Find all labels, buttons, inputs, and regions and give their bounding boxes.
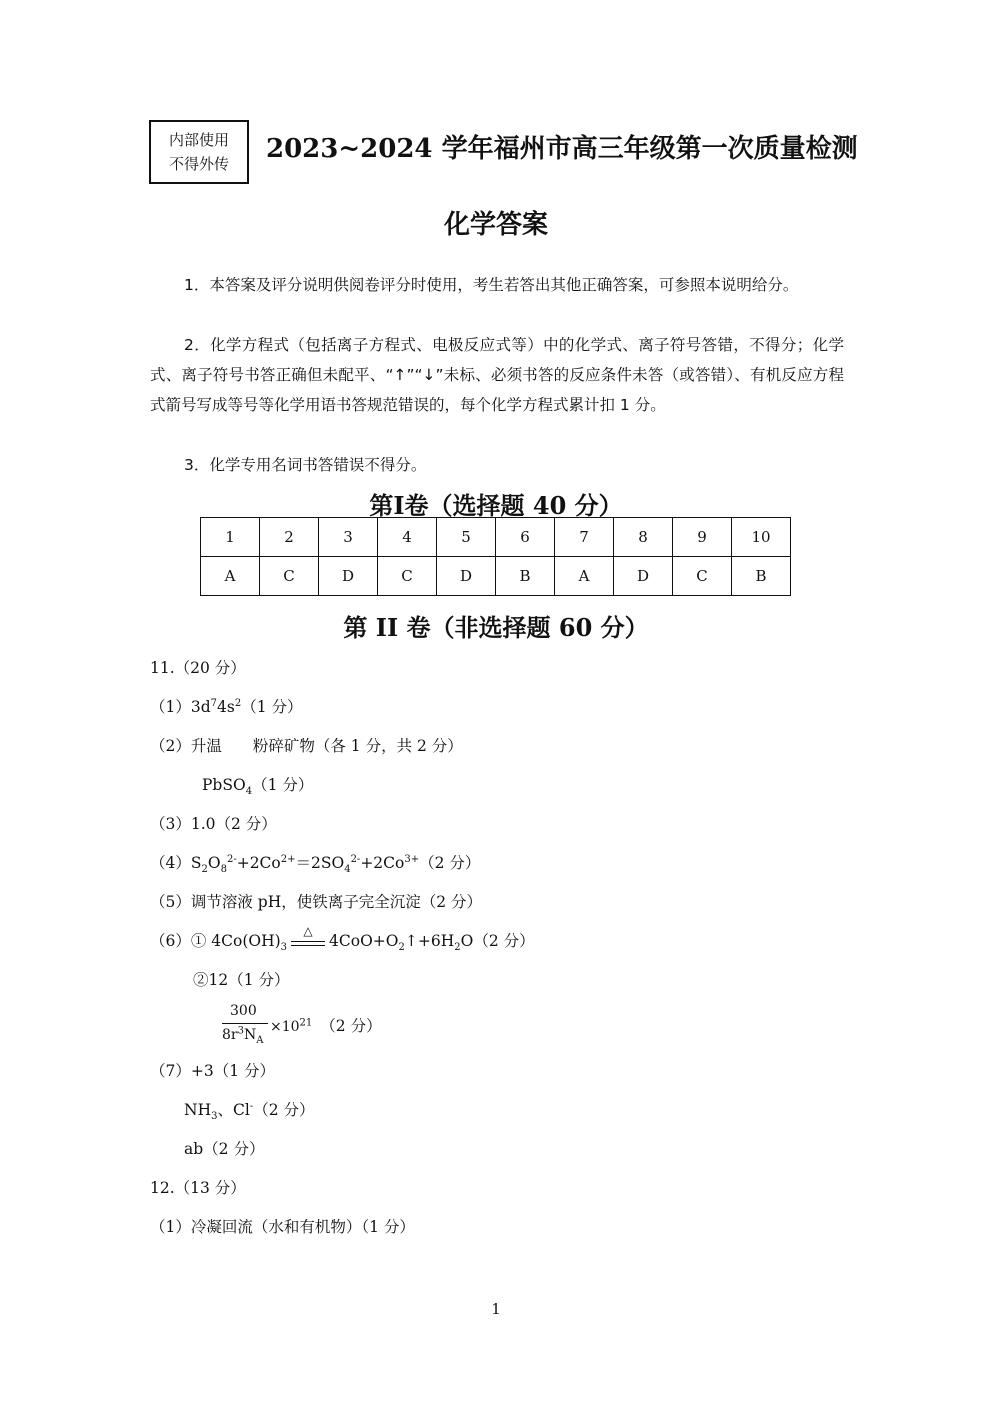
table-cell: 9 [673, 518, 732, 557]
internal-use-stamp [149, 120, 249, 184]
table-cell: 1 [201, 518, 260, 557]
stamp-line-1: 内部使用 [168, 131, 229, 149]
answer-text: ＝2SO [295, 854, 345, 872]
answer-text: （2 分） [320, 1017, 382, 1035]
note-2 [150, 330, 844, 420]
answer-text: O [207, 854, 221, 872]
q11-answer-6 [150, 924, 535, 954]
superscript: 3 [237, 1025, 244, 1037]
choice-answer-table [200, 517, 791, 596]
table-cell: B [732, 557, 791, 596]
answer-text: O（2 分） [460, 932, 535, 950]
superscript: 7 [210, 697, 218, 709]
note-1-text: 1．本答案及评分说明供阅卷评分时使用，考生若答出其他正确答案，可参照本说明给分。 [184, 276, 799, 294]
superscript: 2- [226, 853, 237, 865]
answer-text: （2 分） [419, 854, 481, 872]
q11-answer-7c: ab（2 分） [184, 1140, 265, 1158]
note-2-text: 2．化学方程式（包括离子方程式、电极反应式等）中的化学式、离子符号答错，不得分；化学式、离子符号书答正确但未配平、“↑”“↓”未标、必须书答的反应条件未答（或答错）、有机反应方程式箭号写成等号等化学用语书答规范错误的，每个化学方程式累计扣 1 分。 [150, 336, 844, 414]
answer-text: （6）① 4Co(OH) [150, 932, 281, 950]
answer-row [201, 557, 791, 596]
q11-answer-7: （7）+3（1 分） [150, 1062, 275, 1080]
table-cell: D [319, 557, 378, 596]
answer-text: ↑+6H [404, 932, 455, 950]
subscript: 8 [220, 864, 227, 876]
table-cell: 2 [260, 518, 319, 557]
superscript: 21 [299, 1017, 313, 1029]
subscript: 2 [201, 864, 208, 876]
subscript: A [256, 1034, 264, 1046]
table-cell: C [378, 557, 437, 596]
table-cell: 6 [496, 518, 555, 557]
subscript: 4 [344, 864, 351, 876]
table-cell: 7 [555, 518, 614, 557]
fraction-denominator [222, 1025, 264, 1046]
answer-text: +2Co [360, 854, 405, 872]
q11-answer-2b [202, 774, 313, 796]
table-cell: 10 [732, 518, 791, 557]
fraction-bar [222, 1023, 268, 1024]
subscript: 3 [280, 942, 288, 954]
table-cell: A [201, 557, 260, 596]
subscript: 2 [398, 942, 405, 954]
table-cell: 3 [319, 518, 378, 557]
q11-header: 11.（20 分） [150, 659, 246, 677]
answer-text: （1 分） [252, 776, 314, 794]
document-subtitle: 化学答案 [443, 210, 548, 240]
superscript: 2+ [280, 853, 296, 865]
answer-text: （2 分） [253, 1101, 315, 1119]
table-cell: 8 [614, 518, 673, 557]
answer-text: 、Cl [217, 1101, 250, 1119]
answer-text: （1）3d [150, 698, 211, 716]
answer-text: ×10 [270, 1019, 300, 1035]
subscript: 4 [245, 786, 253, 798]
document-title: 2023~2024 学年福州市高三年级第一次质量检测 [266, 134, 858, 164]
answer-text: （1 分） [241, 698, 303, 716]
answer-text: N [243, 1027, 257, 1043]
table-cell: D [437, 557, 496, 596]
section-1-title: 第Ⅰ卷（选择题 40 分） [369, 491, 623, 520]
fraction-multiplier [270, 1014, 382, 1036]
q11-answer-1 [150, 696, 303, 718]
superscript: 2 [234, 697, 242, 709]
q11-answer-2: （2）升温 粉碎矿物（各 1 分，共 2 分） [150, 737, 463, 755]
superscript: - [249, 1100, 254, 1112]
q11-answer-7b [184, 1099, 314, 1121]
table-cell: C [673, 557, 732, 596]
q11-answer-6b: ②12（1 分） [193, 971, 290, 989]
superscript: 2- [350, 853, 361, 865]
table-cell: D [614, 557, 673, 596]
answer-text: 4s [217, 698, 235, 716]
q11-answer-4 [150, 852, 480, 874]
q11-answer-3: （3）1.0（2 分） [150, 815, 277, 833]
table-cell: 4 [378, 518, 437, 557]
answer-text: （4）S [150, 854, 202, 872]
table-cell: C [260, 557, 319, 596]
q12-answer-1: （1）冷凝回流（水和有机物）（1 分） [150, 1218, 415, 1236]
answer-text: +2Co [236, 854, 281, 872]
heating-equals-sign [291, 924, 325, 950]
table-cell: 5 [437, 518, 496, 557]
note-3 [150, 450, 844, 480]
stamp-line-2: 不得外传 [168, 155, 229, 173]
superscript: 3+ [404, 853, 420, 865]
question-number-row [201, 518, 791, 557]
table-cell: B [496, 557, 555, 596]
note-3-text: 3．化学专用名词书答错误不得分。 [184, 456, 427, 474]
delta-symbol: △ [303, 924, 313, 938]
subscript: 2 [454, 942, 461, 954]
answer-text: NH [184, 1101, 212, 1119]
subscript: 3 [211, 1111, 218, 1123]
answer-text: 4CoO+O [329, 932, 399, 950]
section-2-title: 第 II 卷（非选择题 60 分） [343, 613, 649, 642]
table-cell: A [555, 557, 614, 596]
page-number: 1 [491, 1300, 501, 1318]
fraction-numerator: 300 [230, 1003, 257, 1019]
q12-header: 12.（13 分） [150, 1179, 246, 1197]
answer-text: 8r [222, 1027, 238, 1043]
answer-text: PbSO [202, 776, 246, 794]
note-1 [150, 270, 844, 300]
q11-answer-5: （5）调节溶液 pH，使铁离子完全沉淀（2 分） [150, 893, 483, 911]
